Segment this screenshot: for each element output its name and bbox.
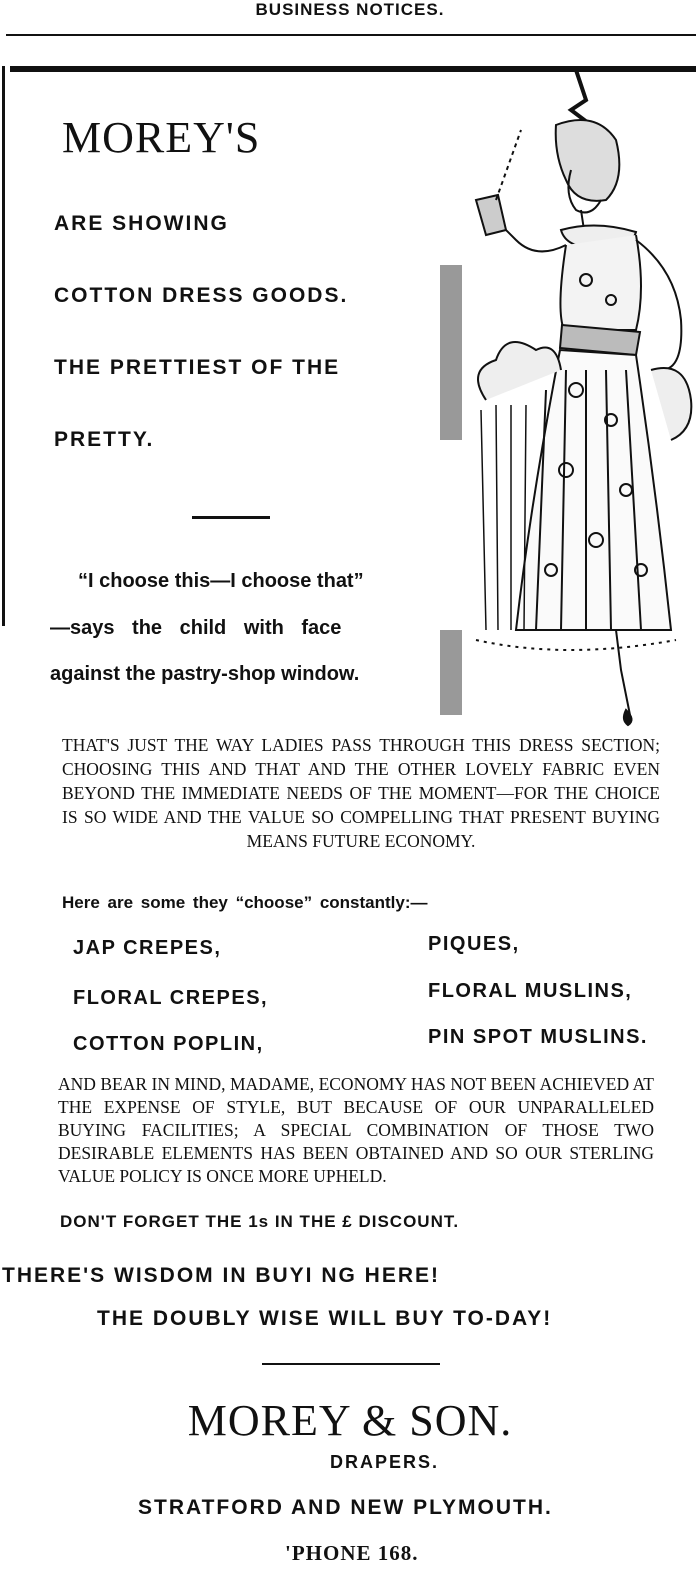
- quote-line: “I choose this—I choose that”: [78, 570, 364, 592]
- intro-line: COTTON DRESS GOODS.: [54, 284, 349, 307]
- discount-line: DON'T FORGET THE 1s IN THE £ DISCOUNT.: [60, 1212, 460, 1231]
- store-name: MOREY'S: [62, 113, 261, 162]
- choose-line: Here are some they “choose” constantly:—: [62, 893, 428, 912]
- section-title: BUSINESS NOTICES.: [255, 0, 445, 19]
- slogan-line: THE DOUBLY WISE WILL BUY TO-DAY!: [97, 1307, 553, 1330]
- fabric-item: COTTON POPLIN,: [73, 1033, 264, 1055]
- divider-rule: [262, 1363, 440, 1365]
- intro-line: PRETTY.: [54, 428, 155, 451]
- slogan-line: THERE'S WISDOM IN BUYI NG HERE!: [2, 1264, 441, 1287]
- locations-line: STRATFORD AND NEW PLYMOUTH.: [138, 1496, 553, 1519]
- body-paragraph-1: THAT'S JUST THE WAY LADIES PASS THROUGH THIS DRESS SECTION; CHOOSING THIS AND THAT AND THE OTHER LOVELY FABRIC EVEN BEYOND THE IMMEDIATE NEEDS OF THE MOMENT—FOR THE CHOICE IS SO WIDE AND THE VALUE SO COMPELLING THAT PRESENT BUYING MEANS FUTURE ECONOMY.: [62, 735, 660, 851]
- firm-name: MOREY & SON.: [187, 1396, 513, 1445]
- fabric-item: FLORAL MUSLINS,: [428, 980, 633, 1002]
- phone-number: 'PHONE 168.: [285, 1541, 419, 1565]
- intro-line: ARE SHOWING: [54, 212, 229, 235]
- fabric-item: PIQUES,: [428, 933, 520, 955]
- fabric-item: JAP CREPES,: [73, 937, 222, 959]
- intro-line: THE PRETTIEST OF THE: [54, 356, 341, 379]
- quote-line: —says the child with face: [50, 617, 342, 639]
- header-rule: [6, 34, 696, 36]
- quote-line: against the pastry-shop window.: [50, 663, 360, 685]
- divider-rule: [192, 516, 270, 519]
- fabric-item: FLORAL CREPES,: [73, 987, 269, 1009]
- trade-label: DRAPERS.: [330, 1452, 440, 1472]
- fabric-item: PIN SPOT MUSLINS.: [428, 1026, 648, 1048]
- body-paragraph-2: AND BEAR IN MIND, MADAME, ECONOMY HAS NOT BEEN ACHIEVED AT THE EXPENSE OF STYLE, BUT BECAUSE OF OUR UNPARALLELED BUYING FACILITIES; A SPECIAL COMBINATION OF THOSE TWO DESIRABLE ELEMENTS HAS BEEN OBTAINED AND SO OUR STERLING VALUE POLICY IS ONCE MORE UPHELD.: [58, 1074, 654, 1186]
- advert-border-left: [2, 66, 5, 626]
- lady-illustration: [436, 70, 696, 730]
